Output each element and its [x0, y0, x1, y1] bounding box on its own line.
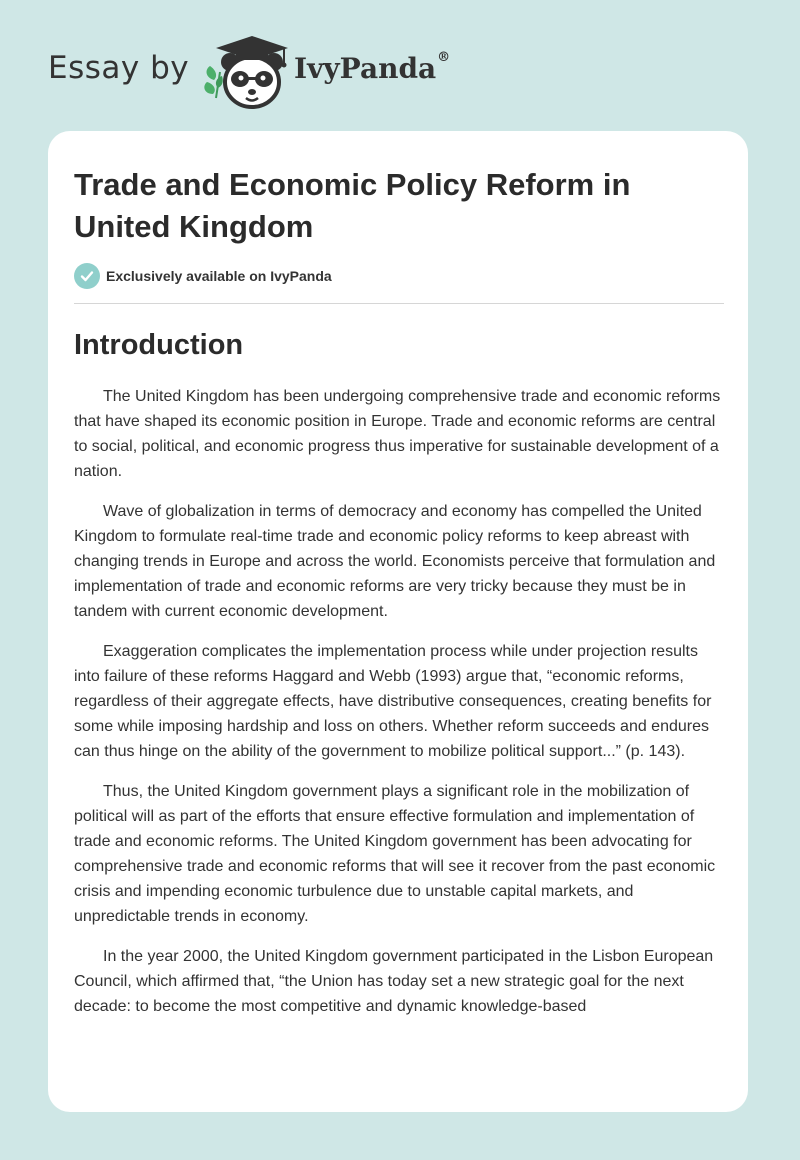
paragraph: Exaggeration complicates the implementation process while under projection results into failure of these reforms Haggard and Webb (1993) argue that, “economic reforms, regardless of their aggregate effects, have distributive consequences, creating benefits for some while imposing hardship and loss on others. Whether reform succeeds and endures can thus hinge on the ability of the government to mobilize political support...” (p. 143). [74, 643, 712, 760]
paragraph: The United Kingdom has been undergoing comprehensive trade and economic reforms that have shaped its economic position in Europe. Trade and economic reforms are central to social, political, and economic progress thus imperative for sustainable development of a nation. [74, 388, 721, 480]
paragraph: Thus, the United Kingdom government plays a significant role in the mobilization of political will as part of the efforts that ensure effective formulation and implementation of trade and economic reforms. The United Kingdom government has been advocating for comprehensive trade and economic reforms that will see it recover from the past economic crisis and impending economic turbulence due to unstable capital markets, and unpredictable trends in economy. [74, 783, 716, 925]
panda-graduate-icon[interactable] [200, 32, 296, 112]
brand-name-text: IvyPanda [294, 52, 437, 85]
essay-by-label: Essay by [48, 50, 190, 86]
registered-mark: ® [437, 50, 451, 65]
page-title: Trade and Economic Policy Reform in United Kingdom [74, 167, 631, 244]
paragraph: Wave of globalization in terms of democracy and economy has compelled the United Kingdom to formulate real-time trade and economic policy reforms to keep abreast with changing trends in Europe and across the world. Economists perceive that formulation and implementation of trade and economic reforms are very tricky because they must be in tandem with current economic development. [74, 503, 716, 620]
paragraph: In the year 2000, the United Kingdom government participated in the Lisbon European Council, which affirmed that, “the Union has today set a new strategic goal for the next decade: to become the most competitive and dynamic knowledge-based [74, 948, 714, 1015]
essay-body [74, 384, 726, 1034]
site-header [48, 32, 488, 112]
leaf-icon [204, 66, 222, 98]
essay-card [48, 131, 748, 1112]
check-icon [74, 263, 100, 289]
divider [74, 303, 724, 304]
section-heading: Introduction [74, 329, 244, 361]
exclusive-badge [74, 263, 332, 289]
exclusive-label: Exclusively available on IvyPanda [106, 268, 332, 284]
brand-name[interactable] [294, 52, 450, 85]
